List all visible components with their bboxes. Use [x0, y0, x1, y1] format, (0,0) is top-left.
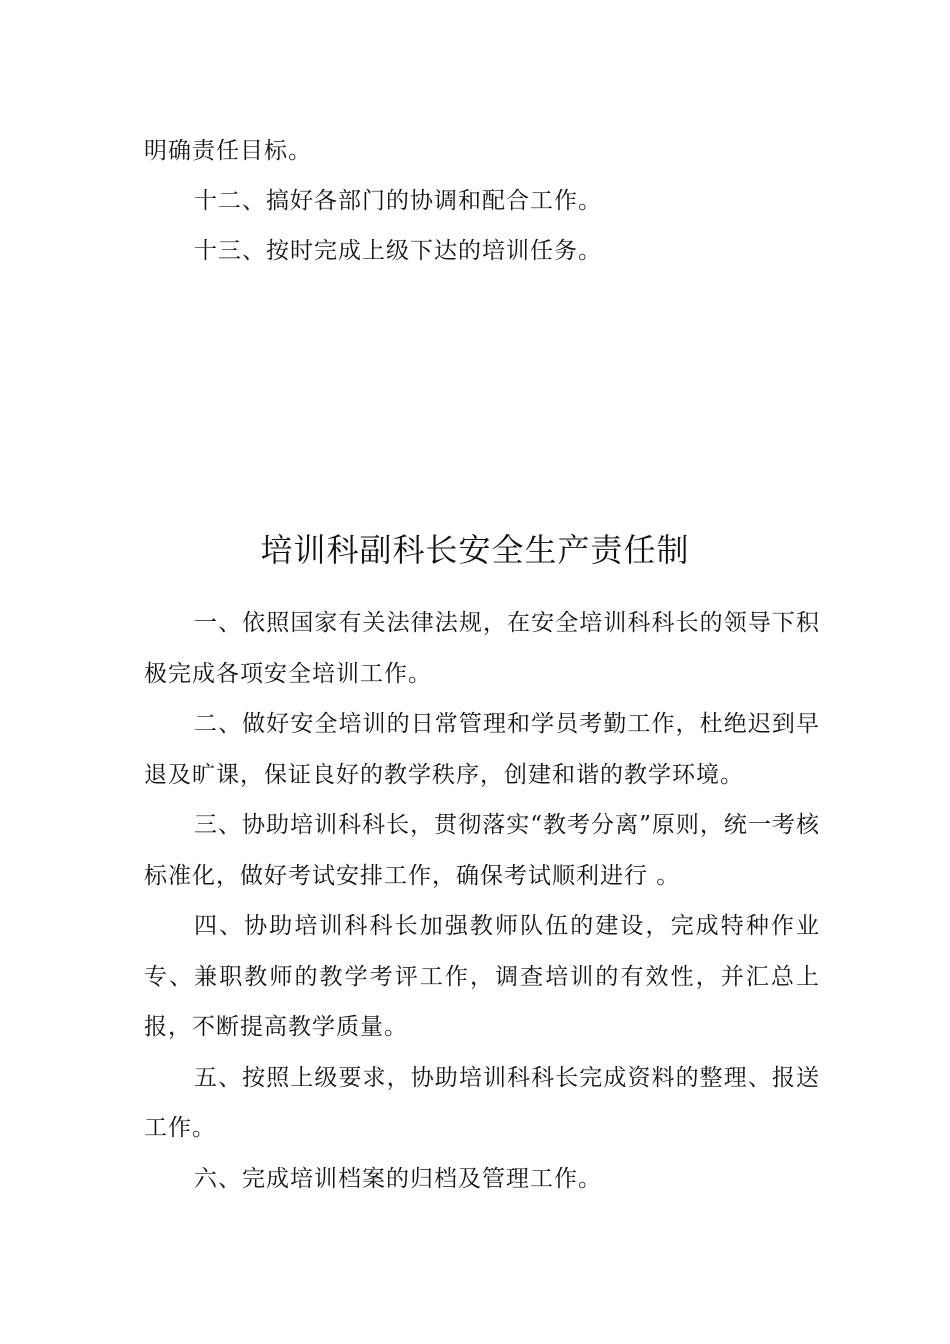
- continuation-line: 明确责任目标。: [144, 138, 312, 164]
- list-item: 四、协助培训科科长加强教师队伍的建设，完成特种作业专、兼职教师的教学考评工作，调查培训的有效性，并汇总上报，不断提高教学质量。: [144, 913, 820, 1040]
- list-item: 一、依照国家有关法律法规，在安全培训科科长的领导下积极完成各项安全培训工作。: [144, 610, 820, 687]
- list-item: 十三、按时完成上级下达的培训任务。: [194, 238, 602, 264]
- list-item: 六、完成培训档案的归档及管理工作。: [194, 1165, 602, 1192]
- list-item: 十二、搞好各部门的协调和配合工作。: [194, 188, 602, 214]
- section-body: [144, 598, 820, 1204]
- list-item: 五、按照上级要求，协助培训科科长完成资料的整理、报送工作。: [144, 1064, 820, 1141]
- list-item: 二、做好安全培训的日常管理和学员考勤工作，杜绝迟到早退及旷课，保证良好的教学秩序，创建和谐的教学环境。: [144, 711, 820, 788]
- previous-section: [144, 126, 820, 276]
- list-item: 三、协助培训科科长，贯彻落实“教考分离”原则，统一考核标准化，做好考试安排工作，确保考试顺利进行 。: [144, 812, 820, 889]
- section-title: 培训科副科长安全生产责任制: [260, 531, 690, 569]
